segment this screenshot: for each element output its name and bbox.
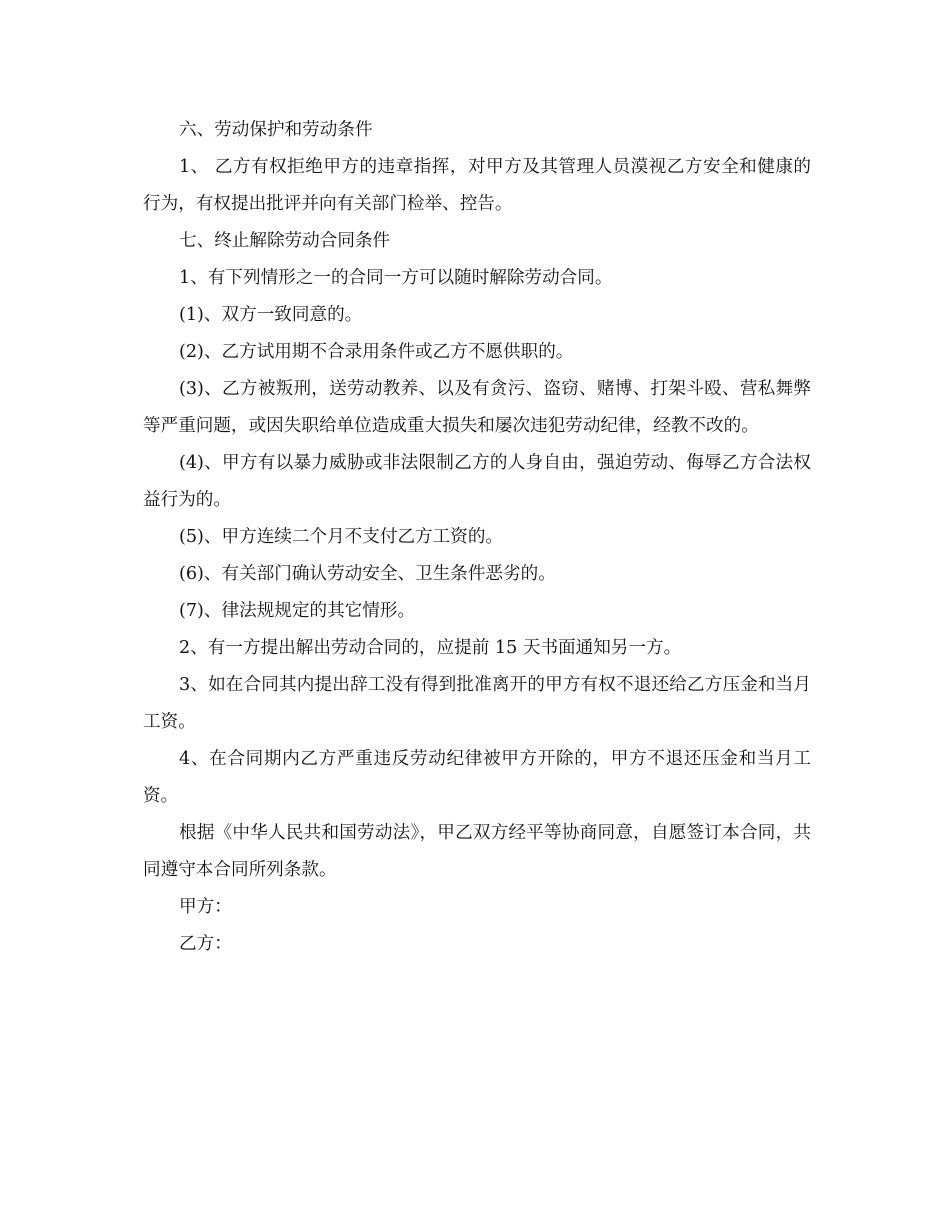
party-a-signature-line: 甲方：: [179, 897, 232, 917]
condition-item-7: (7)、律法规规定的其它情形。: [179, 601, 416, 621]
closing-statement: 根据《中华人民共和国劳动法》，甲乙双方经平等协商同意，自愿签订本合同，共同遵守本合同所列条款。: [143, 823, 811, 880]
clause-notice-period: 2、有一方提出解出劳动合同的，应提前 15 天书面通知另一方。: [179, 638, 682, 658]
condition-item-3: (3)、乙方被叛刑，送劳动教养、以及有贪污、盗窃、赌博、打架斗殴、营私舞弊等严重问题，或因失职给单位造成重大损失和屡次违犯劳动纪律，经教不改的。: [143, 379, 811, 436]
condition-item-4: (4)、甲方有以暴力威胁或非法限制乙方的人身自由，强迫劳动、侮辱乙方合法权益行为的。: [143, 453, 811, 510]
party-b-signature-line: 乙方：: [179, 934, 232, 954]
condition-item-6: (6)、有关部门确认劳动安全、卫生条件恶劣的。: [179, 564, 556, 584]
clause-refuse-illegal-orders: 1、 乙方有权拒绝甲方的违章指挥，对甲方及其管理人员漠视乙方安全和健康的行为，有权提出批评并向有关部门检举、控告。: [143, 157, 811, 214]
document-body: [143, 112, 811, 963]
section-heading-termination: 七、终止解除劳动合同条件: [179, 231, 391, 251]
clause-unapproved-resignation: 3、如在合同其内提出辞工没有得到批准离开的甲方有权不退还给乙方压金和当月工资。: [143, 675, 811, 732]
section-heading-labor-protection: 六、劳动保护和劳动条件: [179, 120, 373, 140]
condition-item-2: (2)、乙方试用期不合录用条件或乙方不愿供职的。: [179, 342, 574, 362]
condition-item-1: (1)、双方一致同意的。: [179, 305, 363, 325]
clause-dismissal: 4、在合同期内乙方严重违反劳动纪律被甲方开除的，甲方不退还压金和当月工资。: [143, 749, 811, 806]
condition-item-5: (5)、甲方连续二个月不支付乙方工资的。: [179, 527, 504, 547]
clause-termination-conditions: 1、有下列情形之一的合同一方可以随时解除劳动合同。: [179, 268, 613, 288]
